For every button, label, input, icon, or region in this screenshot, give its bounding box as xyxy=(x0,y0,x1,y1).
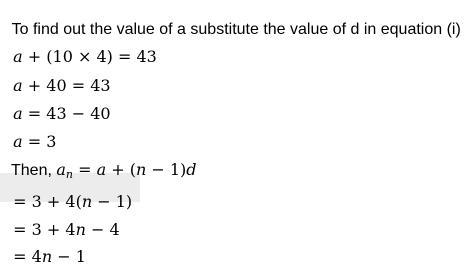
expression-pre: = 3 + 4( xyxy=(13,192,82,211)
equation-rest: + (10 × 4) = 43 xyxy=(22,47,157,66)
intro-sentence: To find out the value of a substitute the value of d in equation (i) xyxy=(11,21,461,38)
expression-pre: = 3 + 4 xyxy=(13,220,76,239)
then-label: Then, xyxy=(11,162,57,179)
expression-post: − 4 xyxy=(85,220,120,239)
variable-n: n xyxy=(135,160,147,179)
then-math xyxy=(56,160,196,179)
expression-post: − 1 xyxy=(52,247,86,266)
variable-a: a xyxy=(56,160,66,179)
equation-then-line xyxy=(3,146,197,180)
variable-a: a xyxy=(96,160,107,179)
minus-close-paren: − 1) xyxy=(146,160,187,179)
subscript-n: n xyxy=(65,168,73,181)
variable-a: a xyxy=(13,132,23,151)
expression-post: − 1) xyxy=(92,192,133,211)
plus-open-paren: + ( xyxy=(106,160,136,179)
variable-n: n xyxy=(81,192,93,211)
variable-d: d xyxy=(186,160,197,179)
variable-a: a xyxy=(13,76,23,95)
variable-a: a xyxy=(13,47,23,66)
variable-n: n xyxy=(75,220,86,239)
equation-step-8 xyxy=(3,233,86,265)
expression-pre: = 4 xyxy=(13,247,42,266)
variable-n: n xyxy=(41,247,53,266)
equation-step-1 xyxy=(3,33,157,65)
equation-rest: + 40 = 43 xyxy=(22,76,111,95)
variable-a: a xyxy=(13,104,23,123)
equals-sign: = xyxy=(73,160,97,179)
equation-rest: = 43 − 40 xyxy=(22,104,111,123)
equation-rest: = 3 xyxy=(22,132,57,151)
